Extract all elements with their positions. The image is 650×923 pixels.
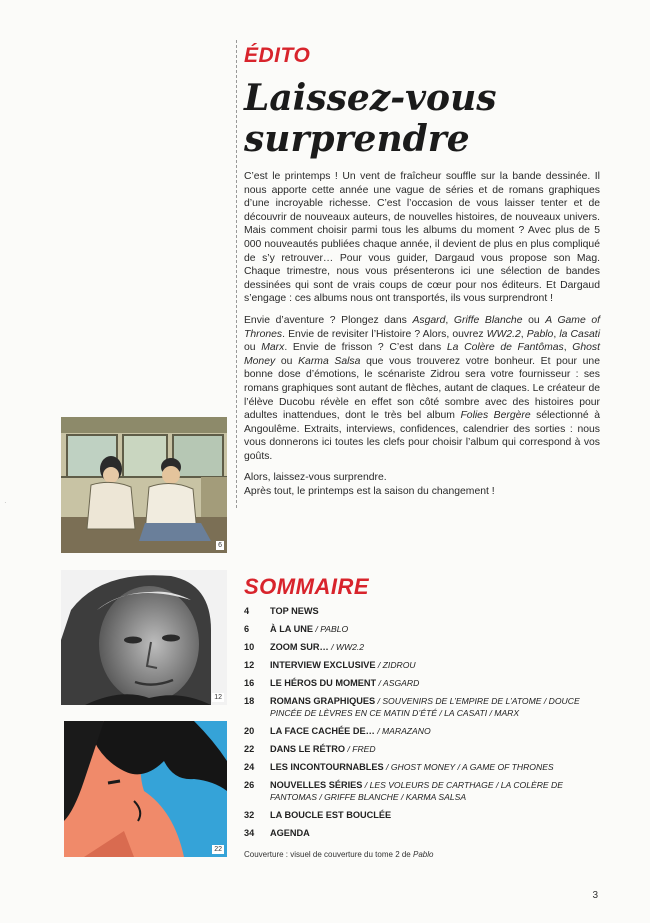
edito-paragraph-1: C’est le printemps ! Un vent de fraîcheur souffle sur la bande dessinée. Il nous apporte cette année une vague de séries et de romans graphiques d’une incroyable richesse. C’est l’occasion de vous laisser tenter et de découvrir de nouveaux auteurs, de nouvelles histoires, de nouveaux univers. Mais comment choisir parmi tous les albums du moment ? Avec plus de 5 000 nouveautés publiées chaque année, il devient de plus en plus compliqué de s’y retrouver… Pour vous guider, Dargaud vous propose son Mag. Chaque trimestre, nous vous présenterons ici une sélection de bandes dessinées qui sont de vrais coups de cœur pour nos éditeurs. Et Dargaud s’engage : ces albums nous ont transportés, ils vous surprendront ! [244,171,600,305]
sommaire-page-number: 34 [244,828,255,839]
sommaire-entry-text [270,827,604,839]
sommaire-subtitle: / LES VOLEURS DE CARTHAGE / LA COLÈRE DE FANTOMAS / GRIFFE BLANCHE / KARMA SALSA [270,780,563,803]
sommaire-page-number: 12 [244,660,255,670]
p2-text: . Envie de frisson ? C’est dans [284,342,447,354]
sommaire-title: ZOOM SUR… [270,642,329,652]
sommaire-page-number: 10 [244,642,255,652]
p2-title: Marx [261,342,285,354]
p2-title: la Casati [559,328,601,340]
sommaire-entry-text [270,743,604,755]
page-number: 3 [592,890,598,901]
sommaire-title: LA FACE CACHÉE DE… [270,726,375,737]
sommaire-title: NOUVELLES SÉRIES [270,780,363,791]
edito-divider [236,40,237,508]
sommaire-title: LA BOUCLE EST BOUCLÉE [270,810,392,821]
sommaire-item[interactable] [244,659,604,671]
edito-paragraph-3 [244,471,600,498]
portrait-photo [61,570,227,705]
headline-line-1: Laissez-vous [244,77,497,119]
sommaire-page-number: 16 [244,678,255,688]
edito-body [244,170,600,507]
p2-title: WW2.2 [486,328,521,340]
sommaire-item[interactable] [244,695,604,719]
sommaire-page-number: 26 [244,780,255,791]
sommaire-page-number: 18 [244,696,255,706]
p2-title: Ghost Money [244,342,601,367]
portrait-photo-art [61,570,227,705]
sommaire-item[interactable] [244,743,604,755]
p2-title: Pablo [526,328,554,340]
sommaire-item[interactable] [244,605,604,617]
p2-text: que vous trouverez votre bonheur. Et pour une bonne dose d’émotions, le scénariste Zidrou sera votre fournisseur : ses romans graphiques sont autant de flèches, autant de claques. Le créateur de l’élève Ducobu révèle en effet son côté sombre avec des histoires pour adultes inattendues, dont le très bel album [244,355,600,422]
sommaire-list [244,605,604,845]
sommaire-subtitle: / PABLO [313,624,349,634]
p2-text: sélectionné à Angoulême. Extraits, interviews, confidences, calendrier des sorties : nous vous donnerons ici toutes les clefs pour choisir l’album qui correspond à vos goûts. [244,410,600,462]
bus-illustration [61,417,227,553]
headline-line-2: surprendre [244,118,470,160]
sommaire-item[interactable] [244,761,604,773]
sommaire-subtitle: / ZIDROU [375,660,416,670]
bus-illustration-art [61,417,227,553]
sommaire-entry-text [270,659,604,671]
page-ref-badge: 6 [218,542,222,549]
sommaire-title: INTERVIEW EXCLUSIVE [270,660,376,670]
sommaire-title: LES INCONTOURNABLES [270,762,384,773]
comic-illustration-art [64,721,227,857]
sommaire-page-number: 6 [244,624,250,634]
sommaire-entry-text [270,623,604,635]
cover-caption-title: Pablo [412,850,434,859]
p2-text: , [520,328,527,340]
sommaire-entry-text [270,677,604,689]
sommaire-title: DANS LE RÉTRO [270,744,346,755]
sommaire-item[interactable] [244,827,604,839]
sommaire-item[interactable] [244,725,604,737]
sommaire-entry-text [270,641,604,653]
edito-paragraph-2 [244,314,600,464]
p2-text: , [445,314,454,326]
sommaire-item[interactable] [244,779,604,803]
p2-text: . Envie de revisiter l’Histoire ? Alors, ouvrez [282,328,487,340]
sommaire-title: TOP NEWS [270,606,319,616]
edito-kicker: ÉDITO [244,44,311,67]
sommaire-item[interactable] [244,809,604,821]
cover-caption-text: Couverture : visuel de couverture du tome 2 de [244,850,413,859]
p2-text: ou [522,314,546,326]
sommaire-subtitle: / GHOST MONEY / A GAME OF THRONES [383,762,554,773]
sommaire-item[interactable] [244,623,604,635]
p2-text: Envie d’aventure ? Plongez dans [244,314,413,326]
edito-headline [244,78,584,160]
cover-caption [244,850,433,859]
p2-title: A Game of Thrones [244,314,601,340]
sommaire-subtitle: / WW2.2 [328,642,365,652]
p2-title: La Colère de Fantômas [446,342,564,354]
sommaire-title: À LA UNE [270,624,314,634]
p2-text: ou [275,355,299,367]
sommaire-entry-text [270,779,604,803]
p2-title: Karma Salsa [298,355,361,367]
sommaire-subtitle: / FRED [345,744,376,755]
sommaire-page-number: 4 [244,606,250,616]
sommaire-page-number: 24 [244,762,255,773]
sommaire-entry-text [270,605,604,617]
sommaire-subtitle: / SOUVENIRS DE L’EMPIRE DE L’ATOME / DOUCE PINCÉE DE LÈVRES EN CE MATIN D’ÉTÉ / LA CASATI / MARX [270,696,580,719]
comic-illustration [64,721,227,857]
sommaire-subtitle: / MARAZANO [374,726,431,737]
page-ref-badge: 12 [214,694,222,701]
sommaire-kicker: SOMMAIRE [244,574,369,599]
p2-title: Folies Bergère [460,410,531,422]
p3-line: Après tout, le printemps est la saison du changement ! [244,486,495,498]
page-ref-badge: 22 [214,846,222,853]
sommaire-item[interactable] [244,677,604,689]
sommaire-title: AGENDA [270,828,310,839]
sommaire-entry-text [270,725,604,737]
sommaire-item[interactable] [244,641,604,653]
sommaire-entry-text [270,695,604,719]
p3-line: Alors, laissez-vous surprendre. [244,472,387,484]
sommaire-page-number: 22 [244,744,255,755]
sommaire-page-number: 32 [244,810,255,821]
p2-text: , [563,342,573,354]
sommaire-entry-text [270,809,604,821]
p2-text: , [553,328,560,340]
p2-title: Asgard [412,314,446,326]
p2-title: Griffe Blanche [453,314,523,326]
stray-mark: · [4,498,7,507]
sommaire-title: LE HÉROS DU MOMENT [270,678,377,688]
sommaire-title: ROMANS GRAPHIQUES [270,696,376,706]
sommaire-page-number: 20 [244,726,255,737]
sommaire-entry-text [270,761,604,773]
p2-text: ou [244,342,262,354]
sommaire-subtitle: / ASGARD [376,678,420,688]
